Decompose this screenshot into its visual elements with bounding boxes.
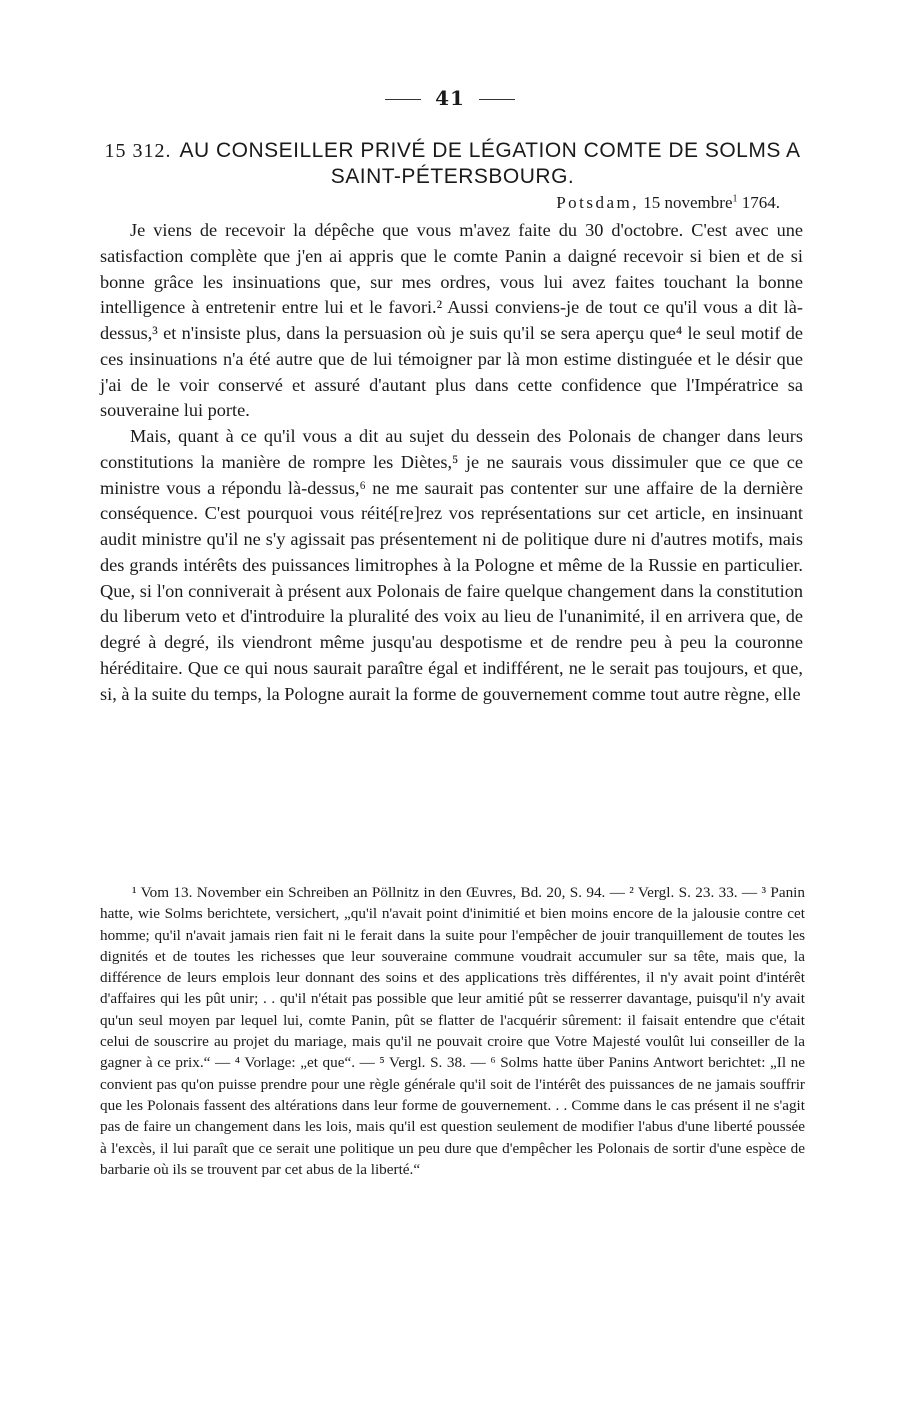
letter-date-note: 1 <box>732 193 738 205</box>
letter-dateline <box>556 193 780 213</box>
page-number-rule-right <box>479 99 515 100</box>
letter-title: AU CONSEILLER PRIVÉ DE LÉGATION COMTE DE SOLMS A SAINT-PÉTERSBOURG. <box>179 139 801 188</box>
body-paragraph-1: Je viens de recevoir la dépêche que vous m'avez faite du 30 d'octobre. C'est avec une satisfaction complète que j'en ai appris que le comte Panin a daigné recevoir si bien et de si bonne grâce les insinuations que, sur mes ordres, vous lui avez faites touchant la bonne intelligence à entretenir entre lui et le favori.² Aussi conviens-je de tout ce qu'il vous a dit là-dessus,³ et n'insiste plus, dans la persuasion où je suis qu'il se sera aperçu que⁴ le seul motif de ces insinuations n'a été autre que de lui témoigner par là mon estime distinguée et le désir que j'ai de le voir conservé et assuré d'autant plus dans cette confidence que l'Impératrice sa souveraine lui porte. <box>100 220 803 421</box>
footnotes-text: ¹ Vom 13. November ein Schreiben an Pöllnitz in den Œuvres, Bd. 20, S. 94. — ² Vergl. S. 23. 33. — ³ Panin hatte, wie Solms berichtete, versichert, „qu'il n'avait point d'inimitié et bien moins encore de la jalousie contre cet homme; qu'il n'avait jamais rien fait ni le ferait dans la suite pour l'empêcher de jouir tranquillement de toutes les dignités et de toutes les richesses que leur souveraine commune voudrait accumuler sur sa tête, mais que, la différence de leurs emplois leur donnant des soins et des applications très différentes, il n'y avait point d'intérêt d'affaires qui les pût unir; . . qu'il n'était pas possible que leur amitié pût se resserrer davantage, puisqu'il n'y avait qu'un seul moyen par lequel lui, comte Panin, pût se flatter de l'acquérir sûrement: il faisait entendre que c'était celui de souscrire au projet du mariage, mais qu'il ne pouvait croire que Votre Majesté voulût lui conseiller de la gagner à ce prix.“ — ⁴ Vorlage: „et que“. — ⁵ Vergl. S. 38. — ⁶ Solms hatte über Panins Antwort berichtet: „Il ne convient pas qu'on puisse prendre pour une règle générale qu'il soit de l'intérêt des puissances de ne jamais souffrir que les Polonais fassent des altérations dans leur forme de gouvernement. . . Comme dans le cas présent il ne s'agit pas de faire un changement dans les lois, mais qu'il est question seulement de modifier l'abus d'une liberté poussée à l'excès, il lui paraît que ce serait une politique un peu dure que d'empêcher les Polonais de sortir d'une espèce de barbarie où ils se trouvent par cet abus de la liberté.“ <box>100 884 805 1178</box>
footnotes <box>100 882 805 1180</box>
page-number-value: 41 <box>435 86 465 110</box>
page-number-rule-left <box>385 99 421 100</box>
letter-body <box>100 218 803 707</box>
letter-number: 15 312. <box>104 140 172 162</box>
body-paragraph-2: Mais, quant à ce qu'il vous a dit au sujet du dessein des Polonais de changer dans leurs constitutions la manière de rompre les Diètes,⁵ je ne saurais vous dissimuler que ce que ce ministre vous a répondu là-dessus,⁶ ne me saurait pas contenter sur une affaire de la dernière conséquence. C'est pourquoi vous réité[re]rez vos représentations sur cet article, en insinuant audit ministre qu'il ne s'y agissait pas présentement ni de politique dure ni d'autres motifs, mais des grands intérêts des puissances limitrophes à la Pologne et même de la Russie en particulier. Que, si l'on conniverait à présent aux Polonais de faire quelque changement dans la constitution du liberum veto et d'introduire la pluralité des voix au lieu de l'unanimité, il en arrivera que, de degré à degré, ils viendront même jusqu'au despotisme et de rendre peu à peu la couronne héréditaire. Que ce qui nous saurait paraître égal et indifférent, ne le serait pas toujours, et que, si, à la suite du temps, la Pologne aurait la forme de gouvernement comme tout autre règne, elle <box>100 426 803 704</box>
letter-year: 1764. <box>737 193 780 212</box>
letter-place: Potsdam, <box>556 193 640 212</box>
page-number <box>0 86 900 110</box>
letter-date: 15 novembre <box>639 193 733 212</box>
letter-heading <box>100 138 805 189</box>
